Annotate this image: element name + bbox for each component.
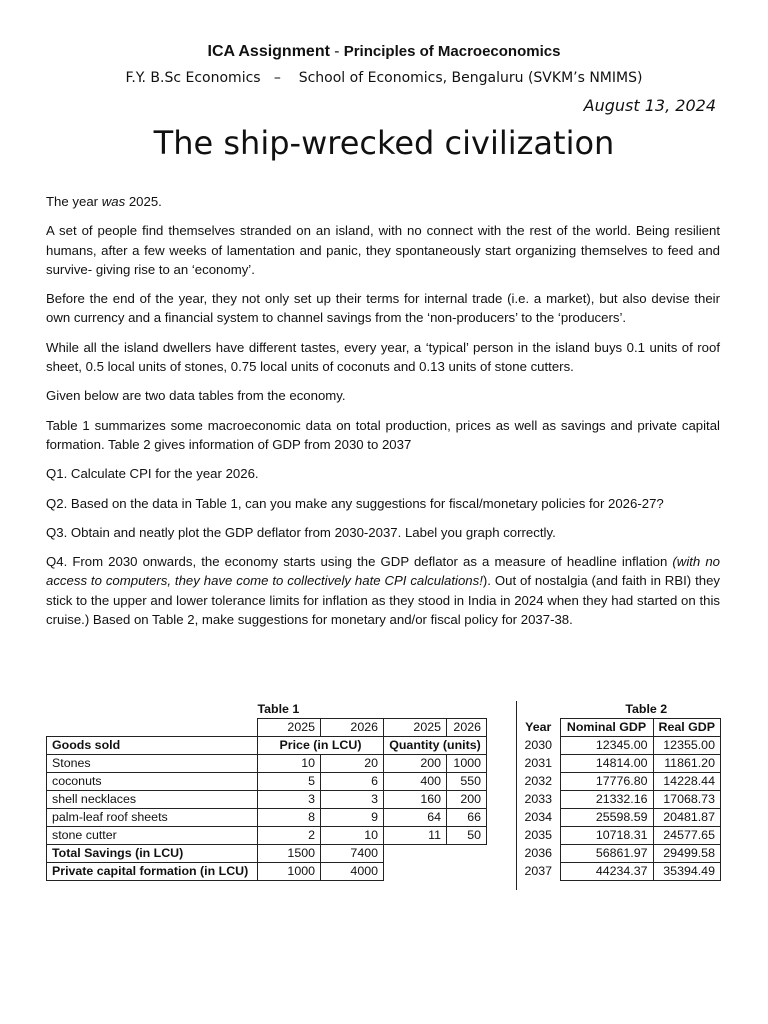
document-title: The ship-wrecked civilization [153,124,615,162]
intro-text: The year [46,194,102,209]
quantity-header: Quantity (units) [384,737,487,755]
quantity-2025: 64 [384,809,447,827]
year-header: Year [525,720,552,734]
nominal-gdp: 17776.80 [560,773,653,791]
capital-2025: 1000 [258,863,321,881]
paragraph-basket: While all the island dwellers have different tastes, every year, a ‘typical’ person in the island buys 0.1 units of roof sheet, 0.5 local units of stones, 0.75 local units of coconuts and 0.13 units of stone cutters. [46,339,720,375]
real-gdp: 14228.44 [653,773,720,791]
table-row [517,773,720,791]
intro-emphasis: was [101,194,126,209]
table-row [517,845,720,863]
real-gdp: 11861.20 [653,755,720,773]
question-1: Q1. Calculate CPI for the year 2026. [46,466,259,482]
header-dash: - [329,43,344,60]
good-name: stone cutter [47,827,258,845]
table-row [47,773,487,791]
price-2025: 3 [258,791,321,809]
real-gdp: 29499.58 [653,845,720,863]
table-row [517,809,720,827]
real-gdp: 17068.73 [653,791,720,809]
quantity-2026: 550 [447,773,487,791]
savings-label: Total Savings (in LCU) [47,845,258,863]
quantity-2026: 1000 [447,755,487,773]
table-2 [517,701,721,881]
paragraph-market: Before the end of the year, they not only set up their terms for internal trade (i.e. a market), but also devise their own currency and a financial system to channel savings from the ‘non-producers’ to the ‘producers’. [46,291,720,326]
table-1-year: 2025 [384,719,447,737]
nominal-gdp: 12345.00 [560,737,653,755]
capital-label: Private capital formation (in LCU) [47,863,258,881]
assignment-label: ICA Assignment [207,43,330,60]
q4-emphasis: (with no access to computers, they have come to collectively hate CPI calculations! [46,554,720,589]
savings-2025: 1500 [258,845,321,863]
nominal-gdp: 56861.97 [560,845,653,863]
paragraph-tables-summary: Table 1 summarizes some macroeconomic data on total production, prices as well as savings and private capital formation. Table 2 gives information of GDP from 2030 to 2037 [46,417,720,452]
gdp-year: 2034 [524,810,553,824]
table-2-caption: Table 2 [625,702,668,716]
quantity-2026: 200 [447,791,487,809]
nominal-gdp: 44234.37 [560,863,653,881]
price-2026: 20 [321,755,384,773]
price-2026: 9 [321,809,384,827]
gdp-year: 2030 [524,738,553,752]
price-2025: 8 [258,809,321,827]
paragraph-intro [46,192,720,211]
document-date: August 13, 2024 [583,96,716,115]
table-1-year: 2026 [321,719,384,737]
price-2025: 2 [258,827,321,845]
nominal-gdp-header: Nominal GDP [560,719,653,737]
gdp-year: 2037 [524,864,553,878]
document-body [46,192,720,639]
price-2026: 10 [321,827,384,845]
price-2026: 6 [321,773,384,791]
table-row [47,809,487,827]
savings-2026: 7400 [321,845,384,863]
nominal-gdp: 10718.31 [560,827,653,845]
gdp-year: 2033 [524,792,553,806]
good-name: palm-leaf roof sheets [47,809,258,827]
good-name: coconuts [47,773,258,791]
question-2: Q2. Based on the data in Table 1, can you make any suggestions for fiscal/monetary policies for 2026-27? [46,495,664,511]
table-row [517,755,720,773]
paragraph-tables-intro: Given below are two data tables from the economy. [46,388,346,404]
program-line: F.Y. B.Sc Economics – School of Economics, Bengaluru (SVKM’s NMIMS) [125,70,643,86]
gdp-year: 2036 [524,846,553,860]
table-row [517,863,720,881]
table-row [47,755,487,773]
real-gdp: 12355.00 [653,737,720,755]
nominal-gdp: 14814.00 [560,755,653,773]
gdp-year: 2035 [524,828,553,842]
table-1-year: 2026 [447,719,487,737]
quantity-2025: 11 [384,827,447,845]
capital-2026: 4000 [321,863,384,881]
good-name: Stones [47,755,258,773]
assignment-header [0,43,768,61]
real-gdp: 20481.87 [653,809,720,827]
quantity-2026: 50 [447,827,487,845]
question-3: Q3. Obtain and neatly plot the GDP deflator from 2030-2037. Label you graph correctly. [46,524,556,540]
good-name: shell necklaces [47,791,258,809]
real-gdp: 35394.49 [653,863,720,881]
paragraph-stranded: A set of people find themselves stranded on an island, with no connect with the rest of the world. Being resilient humans, after a few weeks of lamentation and panic, they spontaneously start organizing themselves to feed and survive- giving rise to an ‘economy’. [46,223,720,277]
quantity-2025: 400 [384,773,447,791]
price-2026: 3 [321,791,384,809]
table-row [517,791,720,809]
table-1-year: 2025 [258,719,321,737]
q4-text-end: ). Out of nostalgia (and faith in RBI) they stick to the upper and lower tolerance limits for inflation as they stood in India in 2024 when they had started on this cruise.) Based on Table 2, make suggestions for monetary and/or fiscal policy for 2037-38. [46,573,720,628]
gdp-year: 2031 [524,756,553,770]
real-gdp: 24577.65 [653,827,720,845]
table-row [47,845,487,863]
goods-header: Goods sold [47,737,258,755]
gdp-year: 2032 [524,774,553,788]
table-1-caption: Table 1 [257,702,300,716]
quantity-2025: 160 [384,791,447,809]
table-row [517,827,720,845]
intro-text-end: 2025. [125,194,162,209]
price-header: Price (in LCU) [258,737,384,755]
course-name: Principles of Macroeconomics [343,43,561,60]
price-2025: 10 [258,755,321,773]
nominal-gdp: 25598.59 [560,809,653,827]
table-row [517,737,720,755]
real-gdp-header: Real GDP [653,719,720,737]
table-row [47,863,487,881]
table-1 [46,701,487,881]
price-2025: 5 [258,773,321,791]
quantity-2025: 200 [384,755,447,773]
table-row [47,791,487,809]
nominal-gdp: 21332.16 [560,791,653,809]
quantity-2026: 66 [447,809,487,827]
table-row [47,827,487,845]
q4-text: Q4. From 2030 onwards, the economy starts using the GDP deflator as a measure of headline inflation [46,554,673,570]
question-4 [46,552,720,629]
